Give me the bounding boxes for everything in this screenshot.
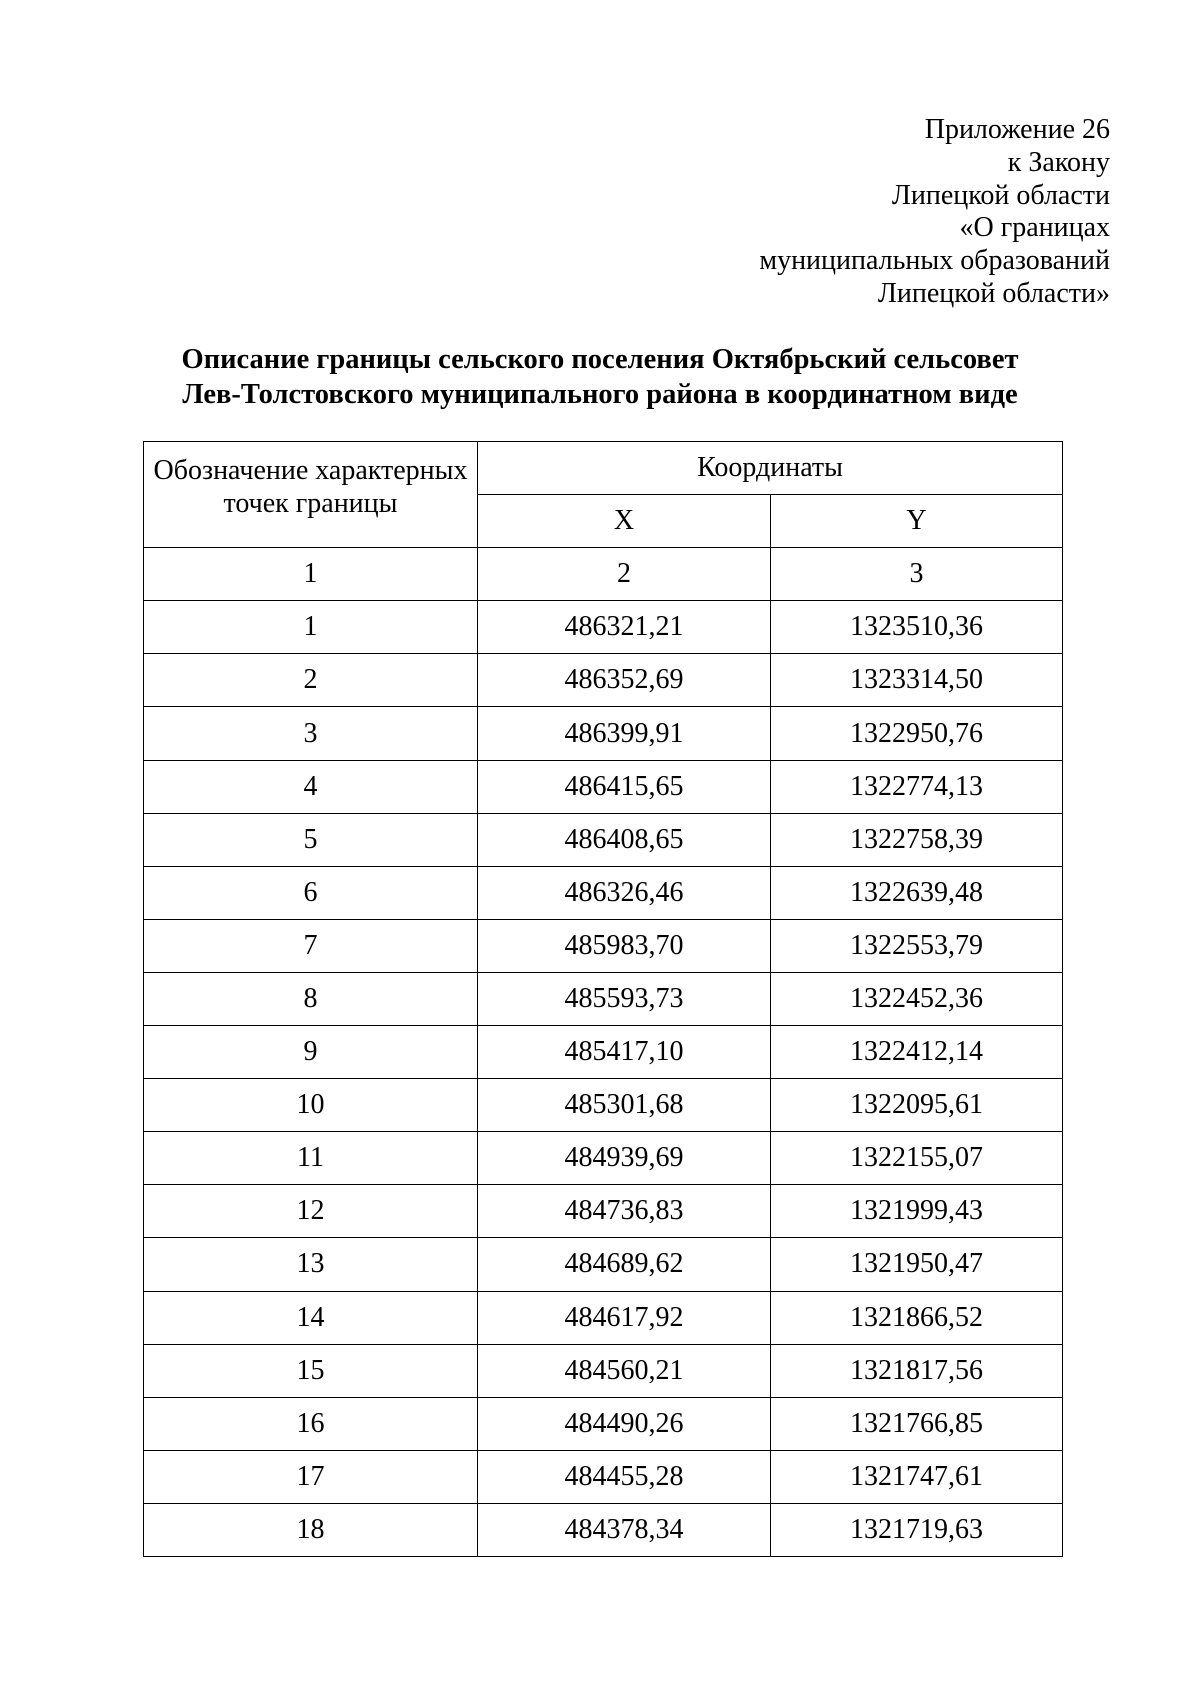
title-line-2: Лев-Толстовского муниципального района в координатном виде — [182, 379, 1018, 410]
annex-line: Приложение 26 — [924, 114, 1110, 145]
x-coordinate-cell: 484378,34 — [478, 1503, 771, 1556]
x-coordinate-cell: 486408,65 — [478, 813, 771, 866]
table-header — [144, 442, 1063, 601]
point-number-cell: 3 — [144, 707, 478, 760]
table-row — [144, 1079, 1063, 1132]
y-coordinate-cell: 1322155,07 — [771, 1132, 1063, 1185]
point-number-cell: 13 — [144, 1238, 478, 1291]
y-coordinate-cell: 1321866,52 — [771, 1291, 1063, 1344]
y-coordinate-cell: 1322639,48 — [771, 866, 1063, 919]
table-body — [144, 601, 1063, 1557]
x-coordinate-cell: 486415,65 — [478, 760, 771, 813]
x-coordinate-cell: 486326,46 — [478, 866, 771, 919]
point-number-cell: 9 — [144, 1026, 478, 1079]
x-coordinate-cell: 484617,92 — [478, 1291, 771, 1344]
table-row — [144, 866, 1063, 919]
table-row — [144, 707, 1063, 760]
point-number-cell: 5 — [144, 813, 478, 866]
table-row — [144, 919, 1063, 972]
annex-line: к Закону — [1007, 146, 1110, 178]
table-row — [144, 1132, 1063, 1185]
point-number-cell: 7 — [144, 919, 478, 972]
point-number-cell: 6 — [144, 866, 478, 919]
point-number-cell: 17 — [144, 1450, 478, 1503]
x-coordinate-cell: 484560,21 — [478, 1344, 771, 1397]
x-coordinate-cell: 485983,70 — [478, 919, 771, 972]
x-coordinate-cell: 484490,26 — [478, 1397, 771, 1450]
x-coordinate-cell: 485417,10 — [478, 1026, 771, 1079]
point-number-cell: 2 — [144, 654, 478, 707]
table-row — [144, 1344, 1063, 1397]
coordinates-column-header: Координаты — [478, 442, 1063, 495]
x-coordinate-cell: 484939,69 — [478, 1132, 771, 1185]
point-number-cell: 1 — [144, 601, 478, 654]
table-row — [144, 1450, 1063, 1503]
x-coordinate-cell: 486399,91 — [478, 707, 771, 760]
annex-line: Липецкой области — [891, 179, 1110, 211]
point-number-cell: 12 — [144, 1185, 478, 1238]
y-coordinate-cell: 1323510,36 — [771, 601, 1063, 654]
table-row — [144, 760, 1063, 813]
table-row — [144, 972, 1063, 1025]
x-coordinate-cell: 484736,83 — [478, 1185, 771, 1238]
y-coordinate-cell: 1322553,79 — [771, 919, 1063, 972]
annex-reference — [610, 114, 1110, 311]
x-coordinate-cell: 484689,62 — [478, 1238, 771, 1291]
x-coordinate-cell: 486321,21 — [478, 601, 771, 654]
y-column-header: Y — [771, 495, 1063, 548]
y-coordinate-cell: 1321766,85 — [771, 1397, 1063, 1450]
annex-line: «О границах — [959, 212, 1110, 244]
x-coordinate-cell: 485593,73 — [478, 972, 771, 1025]
y-coordinate-cell: 1322452,36 — [771, 972, 1063, 1025]
y-coordinate-cell: 1321817,56 — [771, 1344, 1063, 1397]
column-number: 1 — [144, 548, 478, 601]
table-row — [144, 1291, 1063, 1344]
table-row — [144, 1503, 1063, 1556]
annex-line: муниципальных образований — [759, 245, 1110, 277]
column-number: 2 — [478, 548, 771, 601]
table-row — [144, 1397, 1063, 1450]
y-coordinate-cell: 1321719,63 — [771, 1503, 1063, 1556]
y-coordinate-cell: 1321950,47 — [771, 1238, 1063, 1291]
column-numbering-row — [144, 548, 1063, 601]
point-number-cell: 11 — [144, 1132, 478, 1185]
document-title — [150, 342, 1050, 412]
y-coordinate-cell: 1321747,61 — [771, 1450, 1063, 1503]
y-coordinate-cell: 1322412,14 — [771, 1026, 1063, 1079]
point-number-cell: 14 — [144, 1291, 478, 1344]
point-number-cell: 4 — [144, 760, 478, 813]
y-coordinate-cell: 1322774,13 — [771, 760, 1063, 813]
y-coordinate-cell: 1322758,39 — [771, 813, 1063, 866]
table-row — [144, 1026, 1063, 1079]
x-coordinate-cell: 486352,69 — [478, 654, 771, 707]
y-coordinate-cell: 1322095,61 — [771, 1079, 1063, 1132]
y-coordinate-cell: 1323314,50 — [771, 654, 1063, 707]
point-number-cell: 10 — [144, 1079, 478, 1132]
annex-line: Липецкой области» — [877, 277, 1110, 309]
point-number-cell: 18 — [144, 1503, 478, 1556]
y-coordinate-cell: 1322950,76 — [771, 707, 1063, 760]
table-row — [144, 813, 1063, 866]
x-coordinate-cell: 485301,68 — [478, 1079, 771, 1132]
points-column-header: Обозначение характерных точек границы — [144, 442, 478, 548]
table-row — [144, 654, 1063, 707]
point-number-cell: 15 — [144, 1344, 478, 1397]
y-coordinate-cell: 1321999,43 — [771, 1185, 1063, 1238]
table-row — [144, 1238, 1063, 1291]
title-line-1: Описание границы сельского поселения Октябрьский сельсовет — [181, 344, 1019, 375]
x-column-header: X — [478, 495, 771, 548]
point-number-cell: 16 — [144, 1397, 478, 1450]
point-number-cell: 8 — [144, 972, 478, 1025]
table-row — [144, 601, 1063, 654]
x-coordinate-cell: 484455,28 — [478, 1450, 771, 1503]
coordinates-table — [143, 441, 1063, 1557]
column-number: 3 — [771, 548, 1063, 601]
table-row — [144, 1185, 1063, 1238]
